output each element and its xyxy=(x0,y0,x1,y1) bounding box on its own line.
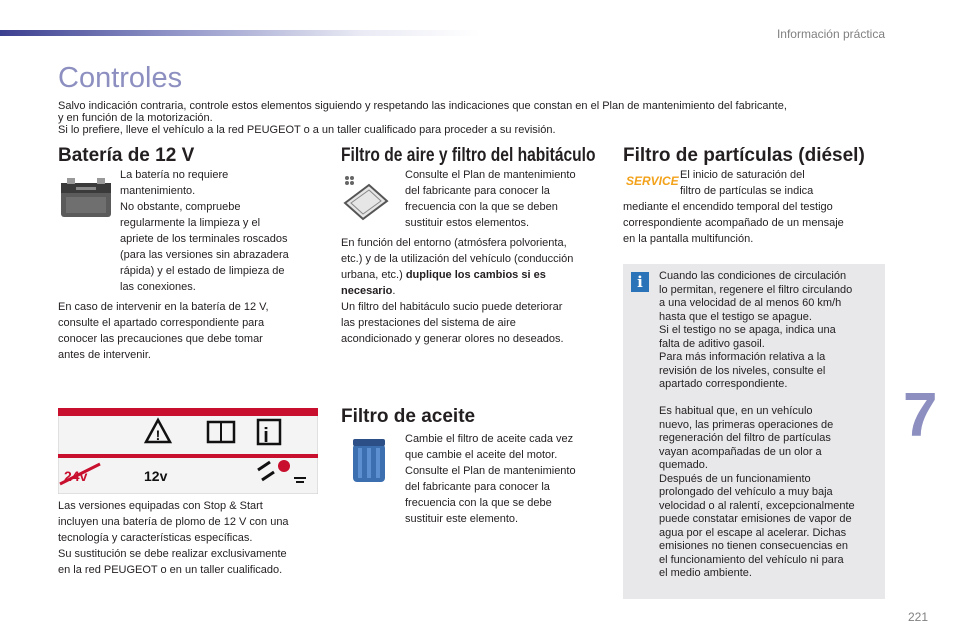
air-filter-body xyxy=(341,235,606,347)
text-line: sustituir este elemento. xyxy=(405,513,519,525)
oil-filter-heading: Filtro de aceite xyxy=(341,406,476,427)
text-line: filtro de partículas se indica xyxy=(680,185,814,197)
air-filter-side-text xyxy=(405,167,605,231)
text-line: apriete de los terminales roscados xyxy=(120,233,288,245)
oil-filter-icon xyxy=(350,436,388,486)
text-line: Su sustitución se debe realizar exclusivamente xyxy=(58,548,287,560)
text-line: Después de un funcionamiento xyxy=(659,472,811,485)
info-icon: i xyxy=(631,272,649,292)
text-line: nuevo, las primeras operaciones de xyxy=(659,418,834,431)
text-line: correspondiente acompañado de un mensaje xyxy=(623,217,844,229)
label-24v: 24v xyxy=(64,468,88,484)
battery-icon xyxy=(58,175,114,221)
text-line: Cuando las condiciones de circulación xyxy=(659,270,847,282)
text-line: falta de aditivo gasoil. xyxy=(659,337,765,350)
info-para-2 xyxy=(659,405,883,581)
text-line: En caso de intervenir en la batería de 12 V, xyxy=(58,301,269,313)
text-line: acondicionado y generar olores no deseados. xyxy=(341,333,564,345)
text-line: antes de intervenir. xyxy=(58,349,151,361)
heading-text: Filtro de aire y filtro del habitáculo xyxy=(341,145,596,166)
text-line: en la pantalla multifunción. xyxy=(623,233,754,245)
text-line: mantenimiento. xyxy=(120,185,196,197)
svg-text:!: ! xyxy=(155,427,161,443)
oil-filter-side-text xyxy=(405,431,605,527)
text-line: Si el testigo no se apaga, indica una xyxy=(659,324,836,336)
text-line: En función del entorno (atmósfera polvorienta, xyxy=(341,237,567,249)
text-line: regularmente la limpieza y el xyxy=(120,217,261,229)
text-line: Consulte el Plan de mantenimiento xyxy=(405,465,576,477)
battery-side-text xyxy=(120,167,320,295)
header-gradient-bar xyxy=(0,30,480,36)
stopstart-text xyxy=(58,498,318,578)
battery-heading: Batería de 12 V xyxy=(58,145,195,166)
service-warning-icon: SERVICE xyxy=(626,174,679,188)
bold-text: necesario xyxy=(341,285,393,297)
text-run: . xyxy=(392,285,396,297)
page-number: 221 xyxy=(908,610,929,624)
text-line: Para más información relativa a la xyxy=(659,351,826,363)
particle-filter-side-text xyxy=(680,167,880,199)
intro-line: Si lo prefiere, lleve el vehículo a la red PEUGEOT o a un taller cualificado para proceder a su revisión. xyxy=(58,124,556,136)
text-line: Consulte el Plan de mantenimiento xyxy=(405,169,576,181)
info-para-1 xyxy=(659,270,883,392)
text-line xyxy=(341,267,606,283)
text-line: a una velocidad de al menos 60 km/h xyxy=(659,297,842,309)
battery-warning-label xyxy=(58,408,318,494)
text-line: regeneración del filtro de partículas xyxy=(659,432,831,444)
text-line: El inicio de saturación del xyxy=(680,169,805,181)
label-12v: 12v xyxy=(144,468,168,484)
text-line: sustituir estos elementos. xyxy=(405,217,530,229)
text-line: consulte el apartado correspondiente para xyxy=(58,317,265,329)
text-line: hasta que el testigo se apague. xyxy=(659,310,812,323)
text-line: que cambie el aceite del motor. xyxy=(405,449,558,461)
text-line: La batería no requiere xyxy=(120,169,229,181)
particle-filter-body xyxy=(623,199,885,247)
text-line: Cambie el filtro de aceite cada vez xyxy=(405,433,574,445)
text-line: conocer las precauciones que debe tomar xyxy=(58,333,263,345)
text-line: etc.) y de la utilización del vehículo (conducción xyxy=(341,253,574,265)
text-line: Un filtro del habitáculo sucio puede deteriorar xyxy=(341,301,563,313)
text-line: el medio ambiente. xyxy=(659,567,752,579)
svg-text:i: i xyxy=(263,425,269,447)
text-line: frecuencia con la que se debe xyxy=(405,497,552,509)
battery-body xyxy=(58,299,318,363)
text-line xyxy=(341,283,606,299)
text-line: del fabricante para conocer la xyxy=(405,481,550,493)
bold-text: duplique los cambios si es xyxy=(405,269,546,281)
text-line: vayan acompañadas de un olor a xyxy=(659,445,822,458)
text-line: rápida) y el estado de limpieza de xyxy=(120,265,285,277)
intro-text xyxy=(58,100,888,136)
text-line: apartado correspondiente. xyxy=(659,378,788,390)
intro-line: Salvo indicación contraria, controle estos elementos siguiendo y respetando las indicaciones que constan en el Plan de mantenimiento del fabricante, xyxy=(58,100,787,112)
text-line: del fabricante para conocer la xyxy=(405,185,550,197)
info-box xyxy=(623,264,885,599)
text-line: (para las versiones sin abrazadera xyxy=(120,249,289,261)
text-line: Es habitual que, en un vehículo xyxy=(659,405,813,417)
text-line: frecuencia con la que se deben xyxy=(405,201,558,213)
text-run: urbana, etc.) xyxy=(341,269,406,281)
text-line: agua por el escape al acelerar. Dichas xyxy=(659,526,847,539)
text-line: revisión de los niveles, consulte el xyxy=(659,364,826,377)
text-line: el funcionamiento del vehículo ni para xyxy=(659,553,844,566)
text-line: tecnología y características específicas. xyxy=(58,532,253,544)
air-filter-icon xyxy=(341,173,391,223)
text-line: No obstante, compruebe xyxy=(120,201,241,213)
text-line: lo permitan, regenere el filtro circulando xyxy=(659,283,853,296)
text-line: quemado. xyxy=(659,459,708,471)
text-line: Las versiones equipadas con Stop & Start xyxy=(58,500,263,512)
chapter-number: 7 xyxy=(903,381,938,450)
air-filter-heading xyxy=(341,145,651,167)
text-line: prolongado del vehículo a muy baja xyxy=(659,486,833,498)
text-line: en la red PEUGEOT o en un taller cualificado. xyxy=(58,564,283,576)
text-line: las prestaciones del sistema de aire xyxy=(341,317,516,329)
text-line: mediante el encendido temporal del testigo xyxy=(623,201,833,213)
intro-line: y en función de la motorización. xyxy=(58,112,213,124)
text-line: las conexiones. xyxy=(120,281,196,293)
text-line: puede constatar emisiones de vapor de xyxy=(659,513,852,525)
section-name: Información práctica xyxy=(776,27,885,41)
particle-filter-heading: Filtro de partículas (diésel) xyxy=(623,145,865,166)
text-line: velocidad o al ralentí, excepcionalmente xyxy=(659,499,855,512)
page-title: Controles xyxy=(58,62,183,94)
text-line: incluyen una batería de plomo de 12 V con una xyxy=(58,516,289,528)
text-line: emisiones no tienen consecuencias en xyxy=(659,540,848,552)
